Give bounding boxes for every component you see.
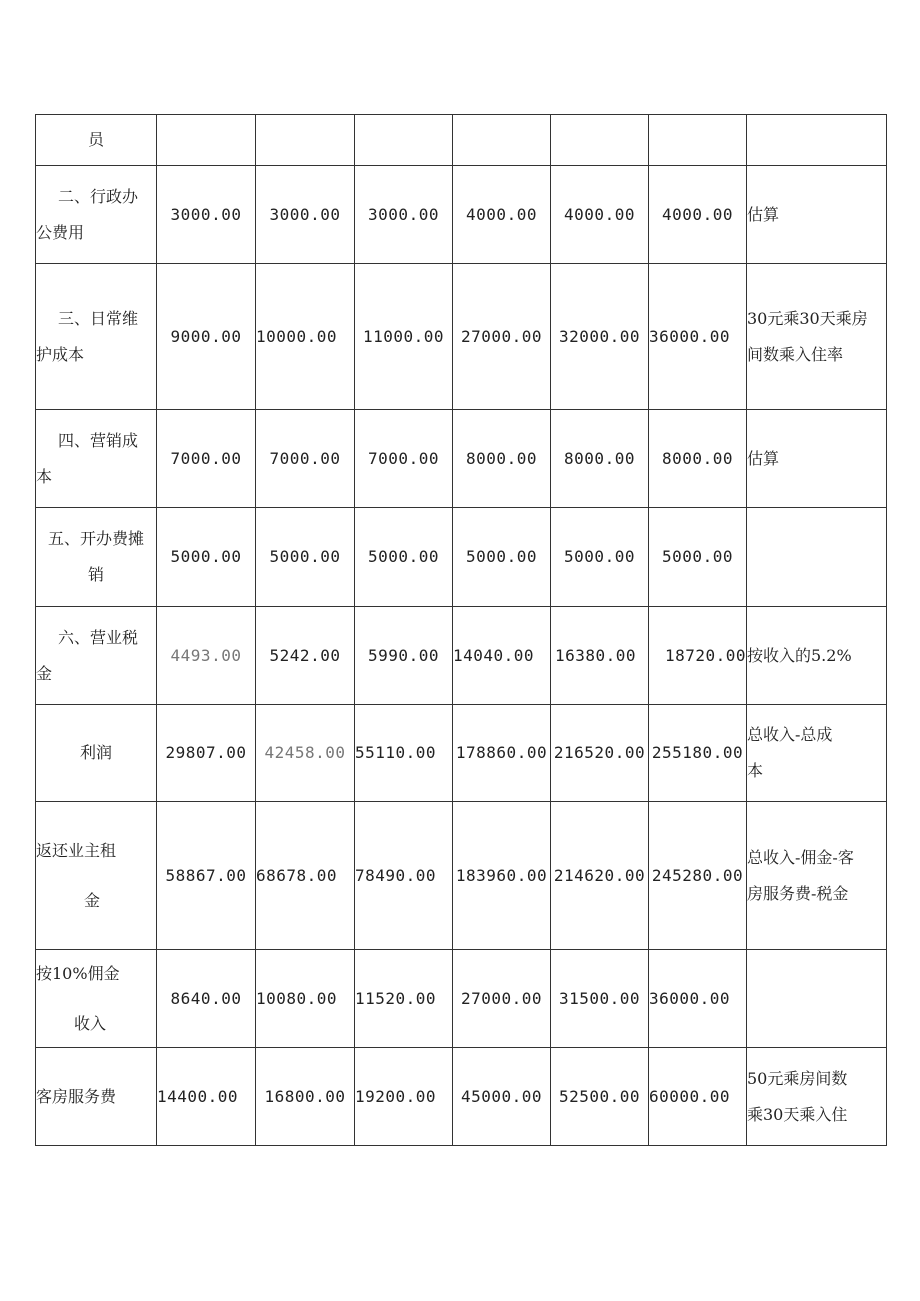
row-label-line: 返还业主租: [36, 840, 117, 860]
row-label-line: 公费用: [36, 222, 85, 242]
note-cell: [747, 166, 887, 264]
row-label: [36, 950, 157, 1048]
row-label-line: 三、日常维: [58, 308, 139, 328]
value-cell: 5000.00: [157, 508, 256, 607]
value-cell: 14400.00: [157, 1048, 256, 1146]
value-cell: 18720.00: [649, 607, 747, 705]
note-cell: [747, 705, 887, 802]
value-cell: 8640.00: [157, 950, 256, 1048]
table-row: [36, 115, 887, 166]
value-cell: 214620.00: [551, 802, 649, 950]
value-cell: [649, 115, 747, 166]
value-cell: 4000.00: [551, 166, 649, 264]
value-cell: 16800.00: [256, 1048, 355, 1146]
row-label: [36, 802, 157, 950]
value-cell: 5000.00: [453, 508, 551, 607]
value-cell: 32000.00: [551, 264, 649, 410]
value-cell: 3000.00: [355, 166, 453, 264]
row-label-line: 金: [84, 890, 101, 910]
value-cell: 216520.00: [551, 705, 649, 802]
value-cell: 19200.00: [355, 1048, 453, 1146]
row-label-line: 本: [36, 466, 53, 486]
row-label-line: 客房服务费: [36, 1086, 117, 1106]
row-label-line: 销: [87, 565, 104, 584]
row-label-line: 利润: [79, 743, 112, 762]
value-cell: [256, 115, 355, 166]
value-cell: 8000.00: [649, 410, 747, 508]
row-label: [36, 166, 157, 264]
value-cell: 45000.00: [453, 1048, 551, 1146]
value-cell: 11520.00: [355, 950, 453, 1048]
note-cell: [747, 264, 887, 410]
value-cell: 14040.00: [453, 607, 551, 705]
note-cell: [747, 607, 887, 705]
note-line: 房服务费-税金: [747, 883, 849, 903]
value-cell: 27000.00: [453, 264, 551, 410]
row-label: [36, 410, 157, 508]
value-cell: 10000.00: [256, 264, 355, 410]
note-line: 30元乘30天乘房: [747, 308, 868, 328]
note-line: 总收入-总成: [747, 725, 833, 744]
note-line: 间数乘入住率: [747, 344, 844, 364]
value-cell: 7000.00: [256, 410, 355, 508]
note-cell: [747, 508, 887, 607]
value-cell: 7000.00: [355, 410, 453, 508]
row-label-line: 四、营销成: [58, 430, 139, 450]
table-row: [36, 705, 887, 802]
note-cell: [747, 115, 887, 166]
row-label-line: 五、开办费摊: [47, 529, 144, 548]
value-cell: 7000.00: [157, 410, 256, 508]
value-cell: 178860.00: [453, 705, 551, 802]
value-cell: 4493.00: [157, 607, 256, 705]
table-row: [36, 1048, 887, 1146]
value-cell: 9000.00: [157, 264, 256, 410]
note-cell: [747, 1048, 887, 1146]
row-label: [36, 508, 157, 607]
value-cell: 36000.00: [649, 264, 747, 410]
row-label: [36, 607, 157, 705]
value-cell: 8000.00: [551, 410, 649, 508]
value-cell: 60000.00: [649, 1048, 747, 1146]
row-label: [36, 1048, 157, 1146]
value-cell: 8000.00: [453, 410, 551, 508]
value-cell: 27000.00: [453, 950, 551, 1048]
table-row: [36, 264, 887, 410]
value-cell: 183960.00: [453, 802, 551, 950]
table-row: [36, 410, 887, 508]
table-row: [36, 802, 887, 950]
row-label-line: 员: [87, 130, 104, 149]
table-row: [36, 607, 887, 705]
value-cell: 4000.00: [649, 166, 747, 264]
value-cell: [157, 115, 256, 166]
note-line: 50元乘房间数: [747, 1068, 848, 1088]
value-cell: 5242.00: [256, 607, 355, 705]
value-cell: 4000.00: [453, 166, 551, 264]
value-cell: 78490.00: [355, 802, 453, 950]
value-cell: 55110.00: [355, 705, 453, 802]
value-cell: 255180.00: [649, 705, 747, 802]
row-label-line: 收入: [74, 1013, 107, 1033]
value-cell: 36000.00: [649, 950, 747, 1048]
value-cell: 68678.00: [256, 802, 355, 950]
row-label: [36, 115, 157, 166]
table-row: [36, 166, 887, 264]
value-cell: 10080.00: [256, 950, 355, 1048]
note-line: 估算: [747, 204, 780, 224]
value-cell: [355, 115, 453, 166]
value-cell: 42458.00: [256, 705, 355, 802]
value-cell: 16380.00: [551, 607, 649, 705]
value-cell: 11000.00: [355, 264, 453, 410]
note-line: 估算: [747, 448, 780, 468]
value-cell: 29807.00: [157, 705, 256, 802]
row-label-line: 金: [36, 663, 53, 683]
note-line: 乘30天乘入住: [747, 1104, 848, 1124]
cost-table: [35, 114, 887, 1146]
note-cell: [747, 802, 887, 950]
value-cell: 3000.00: [256, 166, 355, 264]
row-label-line: 六、营业税: [58, 627, 139, 647]
row-label-line: 按10%佣金: [36, 963, 120, 983]
note-line: 本: [747, 761, 764, 780]
value-cell: 5000.00: [256, 508, 355, 607]
value-cell: 5000.00: [551, 508, 649, 607]
value-cell: 52500.00: [551, 1048, 649, 1146]
value-cell: 5000.00: [355, 508, 453, 607]
table-row: [36, 950, 887, 1048]
value-cell: 58867.00: [157, 802, 256, 950]
row-label: [36, 705, 157, 802]
note-cell: [747, 950, 887, 1048]
value-cell: 245280.00: [649, 802, 747, 950]
note-line: 总收入-佣金-客: [747, 847, 854, 867]
value-cell: 5990.00: [355, 607, 453, 705]
value-cell: 31500.00: [551, 950, 649, 1048]
value-cell: [551, 115, 649, 166]
note-cell: [747, 410, 887, 508]
row-label: [36, 264, 157, 410]
row-label-line: 二、行政办: [58, 186, 139, 206]
row-label-line: 护成本: [36, 344, 85, 364]
table-row: [36, 508, 887, 607]
value-cell: 3000.00: [157, 166, 256, 264]
value-cell: 5000.00: [649, 508, 747, 607]
value-cell: [453, 115, 551, 166]
note-line: 按收入的5.2%: [747, 645, 852, 665]
